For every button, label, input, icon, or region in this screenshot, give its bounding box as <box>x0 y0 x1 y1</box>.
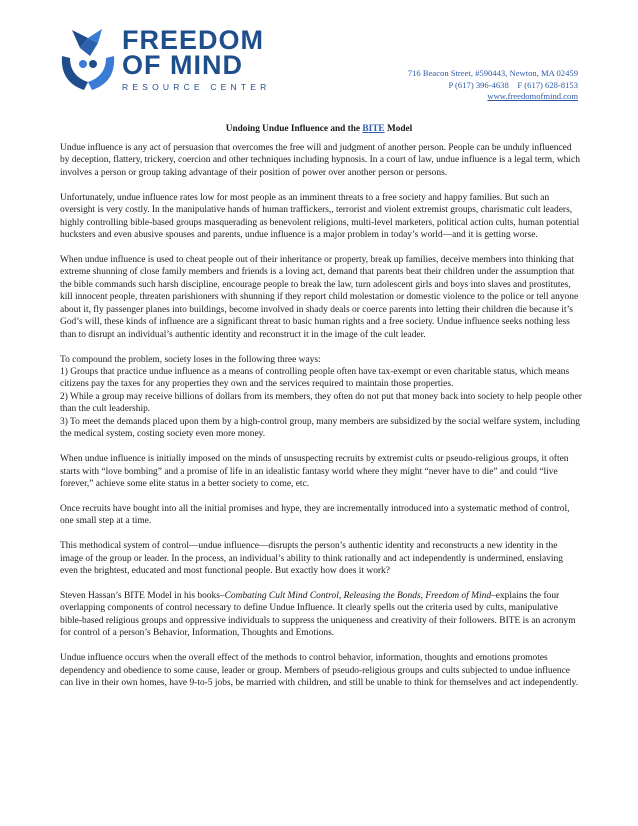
document-title <box>0 124 638 134</box>
title-pre: Undoing Undue Influence and the <box>225 124 363 134</box>
document-body <box>60 142 582 702</box>
book-titles: Combating Cult Mind Control, Releasing the Bonds, Freedom of Mind <box>224 590 492 601</box>
paragraph-4 <box>60 354 582 441</box>
paragraph-7: This methodical system of control—undue influence—disrupts the person’s authentic identity and reconstructs a new identity in the image of the group or leader. In the process, an individual’s ability to think rationally and act independently is undermined, enslaving even the brightest, educated and most functional people. But exactly how does it work? <box>60 541 563 577</box>
address: 716 Beacon Street, #590443, Newton, MA 02459 <box>407 68 578 78</box>
logo-line2: OF MIND <box>122 50 243 80</box>
list-item-3: 3) To meet the demands placed upon them by a high-control group, many members are subsidized by the social welfare system, including the medical system, costing society even more money. <box>60 416 580 440</box>
paragraph-2: Unfortunately, undue influence rates low for most people as an imminent threats to a free society and happy families. But such an oversight is very costly. In the manipulative hands of human traffickers,, terrorist and violent extremist groups, charismatic cult leaders, highly controlling bible-based groups masquerading as benevolent religions, multi-level marketers, political action cults, human potential hucksters and even abusive spouses and parents, undue influence is a major problem in today’s world—and it is getting worse. <box>60 192 580 241</box>
list-item-2: 2) While a group may receive billions of dollars from its members, they often do not put that money back into society to help people other than the cult leadership. <box>60 391 582 415</box>
logo-line3: RESOURCE CENTER <box>122 82 271 92</box>
hands-dove-icon <box>58 26 118 96</box>
logo-line1: FREEDOM <box>122 25 264 55</box>
phone-fax: P (617) 396-4638 F (617) 628-8153 <box>448 79 578 90</box>
title-post: Model <box>384 124 413 134</box>
paragraph-9: Undue influence occurs when the overall effect of the methods to control behavior, information, thoughts and emotions promotes dependency and obedience to some cause, leader or group. Members of pseudo-religious groups and cults subjected to undue influence can live in their own homes, have 9-to-5 jobs, be married with children, and still be unable to think for themselves and act independently. <box>60 653 579 688</box>
website-link[interactable]: www.freedomofmind.com <box>487 91 578 101</box>
logo <box>58 26 278 98</box>
paragraph-6: Once recruits have bought into all the initial promises and hype, they are incrementally introduced into a systematic method of control, one small step at a time. <box>60 503 570 527</box>
paragraph-3: When undue influence is used to cheat people out of their inheritance or property, break up families, deceive members into thinking that extreme shunning of close family members and friends is a loving act, demand that parents beat their children under the assumption that the bible commands such harsh discipline, encourage people to break the law, turn adolescent girls and boys into slaves and prostitutes, kill innocent people, threaten parishioners with shunning if they report child molestation or domestic violence to the police or tell anyone about it, fly passenger planes into buildings, become involved in shady deals or coerce parents into letting their children die because it’s God’s will, these kinds of influence are a significant threat to basic human rights and a free society. Undue influence seeks nothing less than to disrupt an individual’s authentic identity and reconstruct it in the image of the cult leader. <box>60 254 579 340</box>
p8-post: –explains the four overlapping components of control necessary to define Undue Influence. It clearly spells out the criteria used by cults, manipulative bible-based religious groups and oppressive individuals to suppress the uniqueness and creativity of their followers. BITE is an acronym for control of a person’s Behavior, Information, Thoughts and Emotions. <box>60 590 576 639</box>
list-item-1: 1) Groups that practice undue influence as a means of controlling people often have tax-exempt or even charitable status, which means citizens pay the taxes for any properties they own and the services required to maintain those properties. <box>60 366 570 390</box>
paragraph-5: When undue influence is initially imposed on the minds of unsuspecting recruits by extremist cults or pseudo-religious groups, it often starts with “love bombing” and a promise of life in an idealistic fantasy world where they might “never have to die” and could “live forever,” achieve some elite status in a better society to come, etc. <box>60 454 569 489</box>
title-bite-link[interactable]: BITE <box>362 124 385 134</box>
paragraph-8 <box>60 590 582 640</box>
paragraph-1: Undue influence is any act of persuasion that overcomes the free will and judgment of another person. People can be unduly influenced by deception, flattery, trickery, coercion and other techniques including hypnosis. In a court of law, undue influence is a legal term, which involves a person or group taking advantage of their position of power over another person or persons. <box>60 143 580 178</box>
contact-block <box>408 68 578 103</box>
list-intro: To compound the problem, society loses in the following three ways: <box>60 354 321 365</box>
p8-pre: Steven Hassan’s BITE Model in his books– <box>60 590 225 601</box>
